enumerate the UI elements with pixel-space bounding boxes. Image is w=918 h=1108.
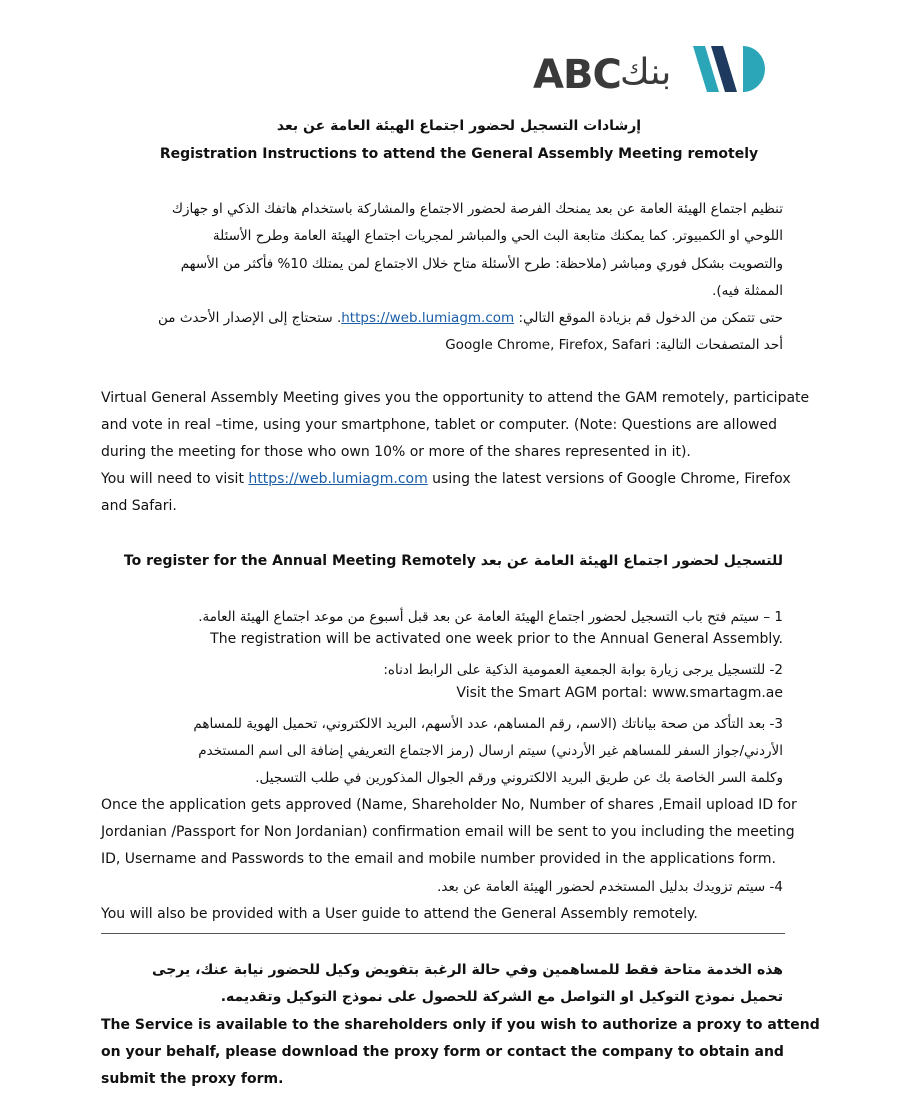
step4-en: You will also be provided with a User guide to attend the General Assembly remotely. — [101, 906, 698, 922]
proxy-ar-line1: هذه الخدمة متاحة فقط للمساهمين وفي حالة الرغبة بتفويض وكيل للحضور نيابة عنك، يرجى — [152, 962, 783, 978]
intro-ar-line5 — [93, 305, 783, 332]
title-english: Registration Instructions to attend the General Assembly Meeting remotely — [159, 146, 759, 162]
intro-ar-line5-post: . ستحتاج إلى الإصدار الأحدث من — [158, 310, 342, 326]
step4-ar: 4- سيتم تزويدك بدليل المستخدم لحضور الهيئة العامة عن بعد. — [437, 879, 783, 895]
step3-en-line3: ID, Username and Passwords to the email and mobile number provided in the applications form. — [101, 851, 776, 867]
proxy-en-line2: on your behalf, please download the proxy form or contact the company to obtain and — [101, 1044, 784, 1060]
intro-ar-line1: تنظيم اجتماع الهيئة العامة عن بعد يمنحك الفرصة لحضور الاجتماع والمشاركة باستخدام هاتفك الذكي او جهازك — [171, 201, 783, 217]
logo-arabic-text: بنك — [620, 52, 672, 93]
intro-ar-line5-pre: حتى تتمكن من الدخول قم بزيادة الموقع التالي: — [514, 310, 783, 326]
step3-ar-line1: 3- بعد التأكد من صحة بياناتك (الاسم، رقم المساهم، عدد الأسهم، البريد الالكتروني، تحميل الهوية للمساهم — [193, 716, 783, 732]
intro-en-line4-pre: You will need to visit — [101, 471, 249, 487]
logo-latin-text: ABC — [533, 52, 621, 98]
intro-ar-line4: الممثلة فيه). — [712, 283, 783, 299]
step3-ar-line2: الأردني/جواز السفر للمساهم غير الأردني) سيتم ارسال (رمز الاجتماع التعريفي إضافة الى اسم المستخدم — [198, 743, 783, 759]
intro-en-line4-post: using the latest versions of Google Chrome, Firefox — [427, 471, 791, 487]
step2-ar: 2- للتسجيل يرجى زيارة بوابة الجمعية العمومية الذكية على الرابط ادناه: — [383, 662, 783, 678]
lumiagm-link-en[interactable]: https://web.lumiagm.com — [248, 471, 428, 487]
step3-en-line1: Once the application gets approved (Name, Shareholder No, Number of shares ,Email upload ID for — [101, 797, 797, 813]
divider — [101, 933, 785, 934]
step2-en: Visit the Smart AGM portal: www.smartagm.ae — [456, 685, 783, 701]
step3-ar-line3: وكلمة السر الخاصة بك عن طريق البريد الالكتروني ورقم الجوال المذكورين في طلب التسجيل. — [255, 770, 783, 786]
intro-en-line2: and vote in real –time, using your smartphone, tablet or computer. (Note: Questions are allowed — [101, 417, 777, 433]
intro-ar-line3: والتصويت بشكل فوري ومباشر (ملاحظة: طرح الأسئلة متاح خلال الاجتماع لمن يمتلك 10% فأكثر من الأسهم — [180, 256, 783, 272]
intro-en-line1: Virtual General Assembly Meeting gives you the opportunity to attend the GAM remotely, participate — [101, 390, 810, 406]
lumiagm-link-ar[interactable]: https://web.lumiagm.com — [341, 310, 515, 326]
abc-bank-logo — [693, 44, 765, 94]
proxy-en-line3: submit the proxy form. — [101, 1071, 284, 1087]
intro-ar-line6: أحد المتصفحات التالية: Google Chrome, Firefox, Safari — [445, 337, 783, 353]
register-heading: للتسجيل لحضور اجتماع الهيئة العامة عن بعد To register for the Annual Meeting Remotely — [123, 553, 783, 569]
intro-en-line4 — [101, 466, 801, 493]
intro-en-line3: during the meeting for those who own 10% or more of the shares represented in it). — [101, 444, 691, 460]
proxy-en-line1: The Service is available to the shareholders only if you wish to authorize a proxy to attend — [101, 1017, 820, 1033]
step1-en: The registration will be activated one week prior to the Annual General Assembly. — [210, 631, 783, 647]
proxy-ar-line2: تحميل نموذج التوكيل او التواصل مع الشركة للحصول على نموذج التوكيل وتقديمه. — [220, 989, 783, 1005]
title-arabic: إرشادات التسجيل لحضور اجتماع الهيئة العامة عن بعد — [276, 118, 642, 134]
step3-en-line2: Jordanian /Passport for Non Jordanian) confirmation email will be sent to you including the meeting — [101, 824, 795, 840]
intro-en-line5: and Safari. — [101, 498, 177, 514]
step1-ar: 1 – سيتم فتح باب التسجيل لحضور اجتماع الهيئة العامة عن بعد قبل أسبوع من موعد اجتماع الهيئة العامة. — [198, 609, 783, 625]
intro-ar-line2: اللوحي او الكمبيوتر. كما يمكنك متابعة البث الحي والمباشر لمجريات اجتماع الهيئة العامة وطرح الأسئلة — [212, 228, 783, 244]
